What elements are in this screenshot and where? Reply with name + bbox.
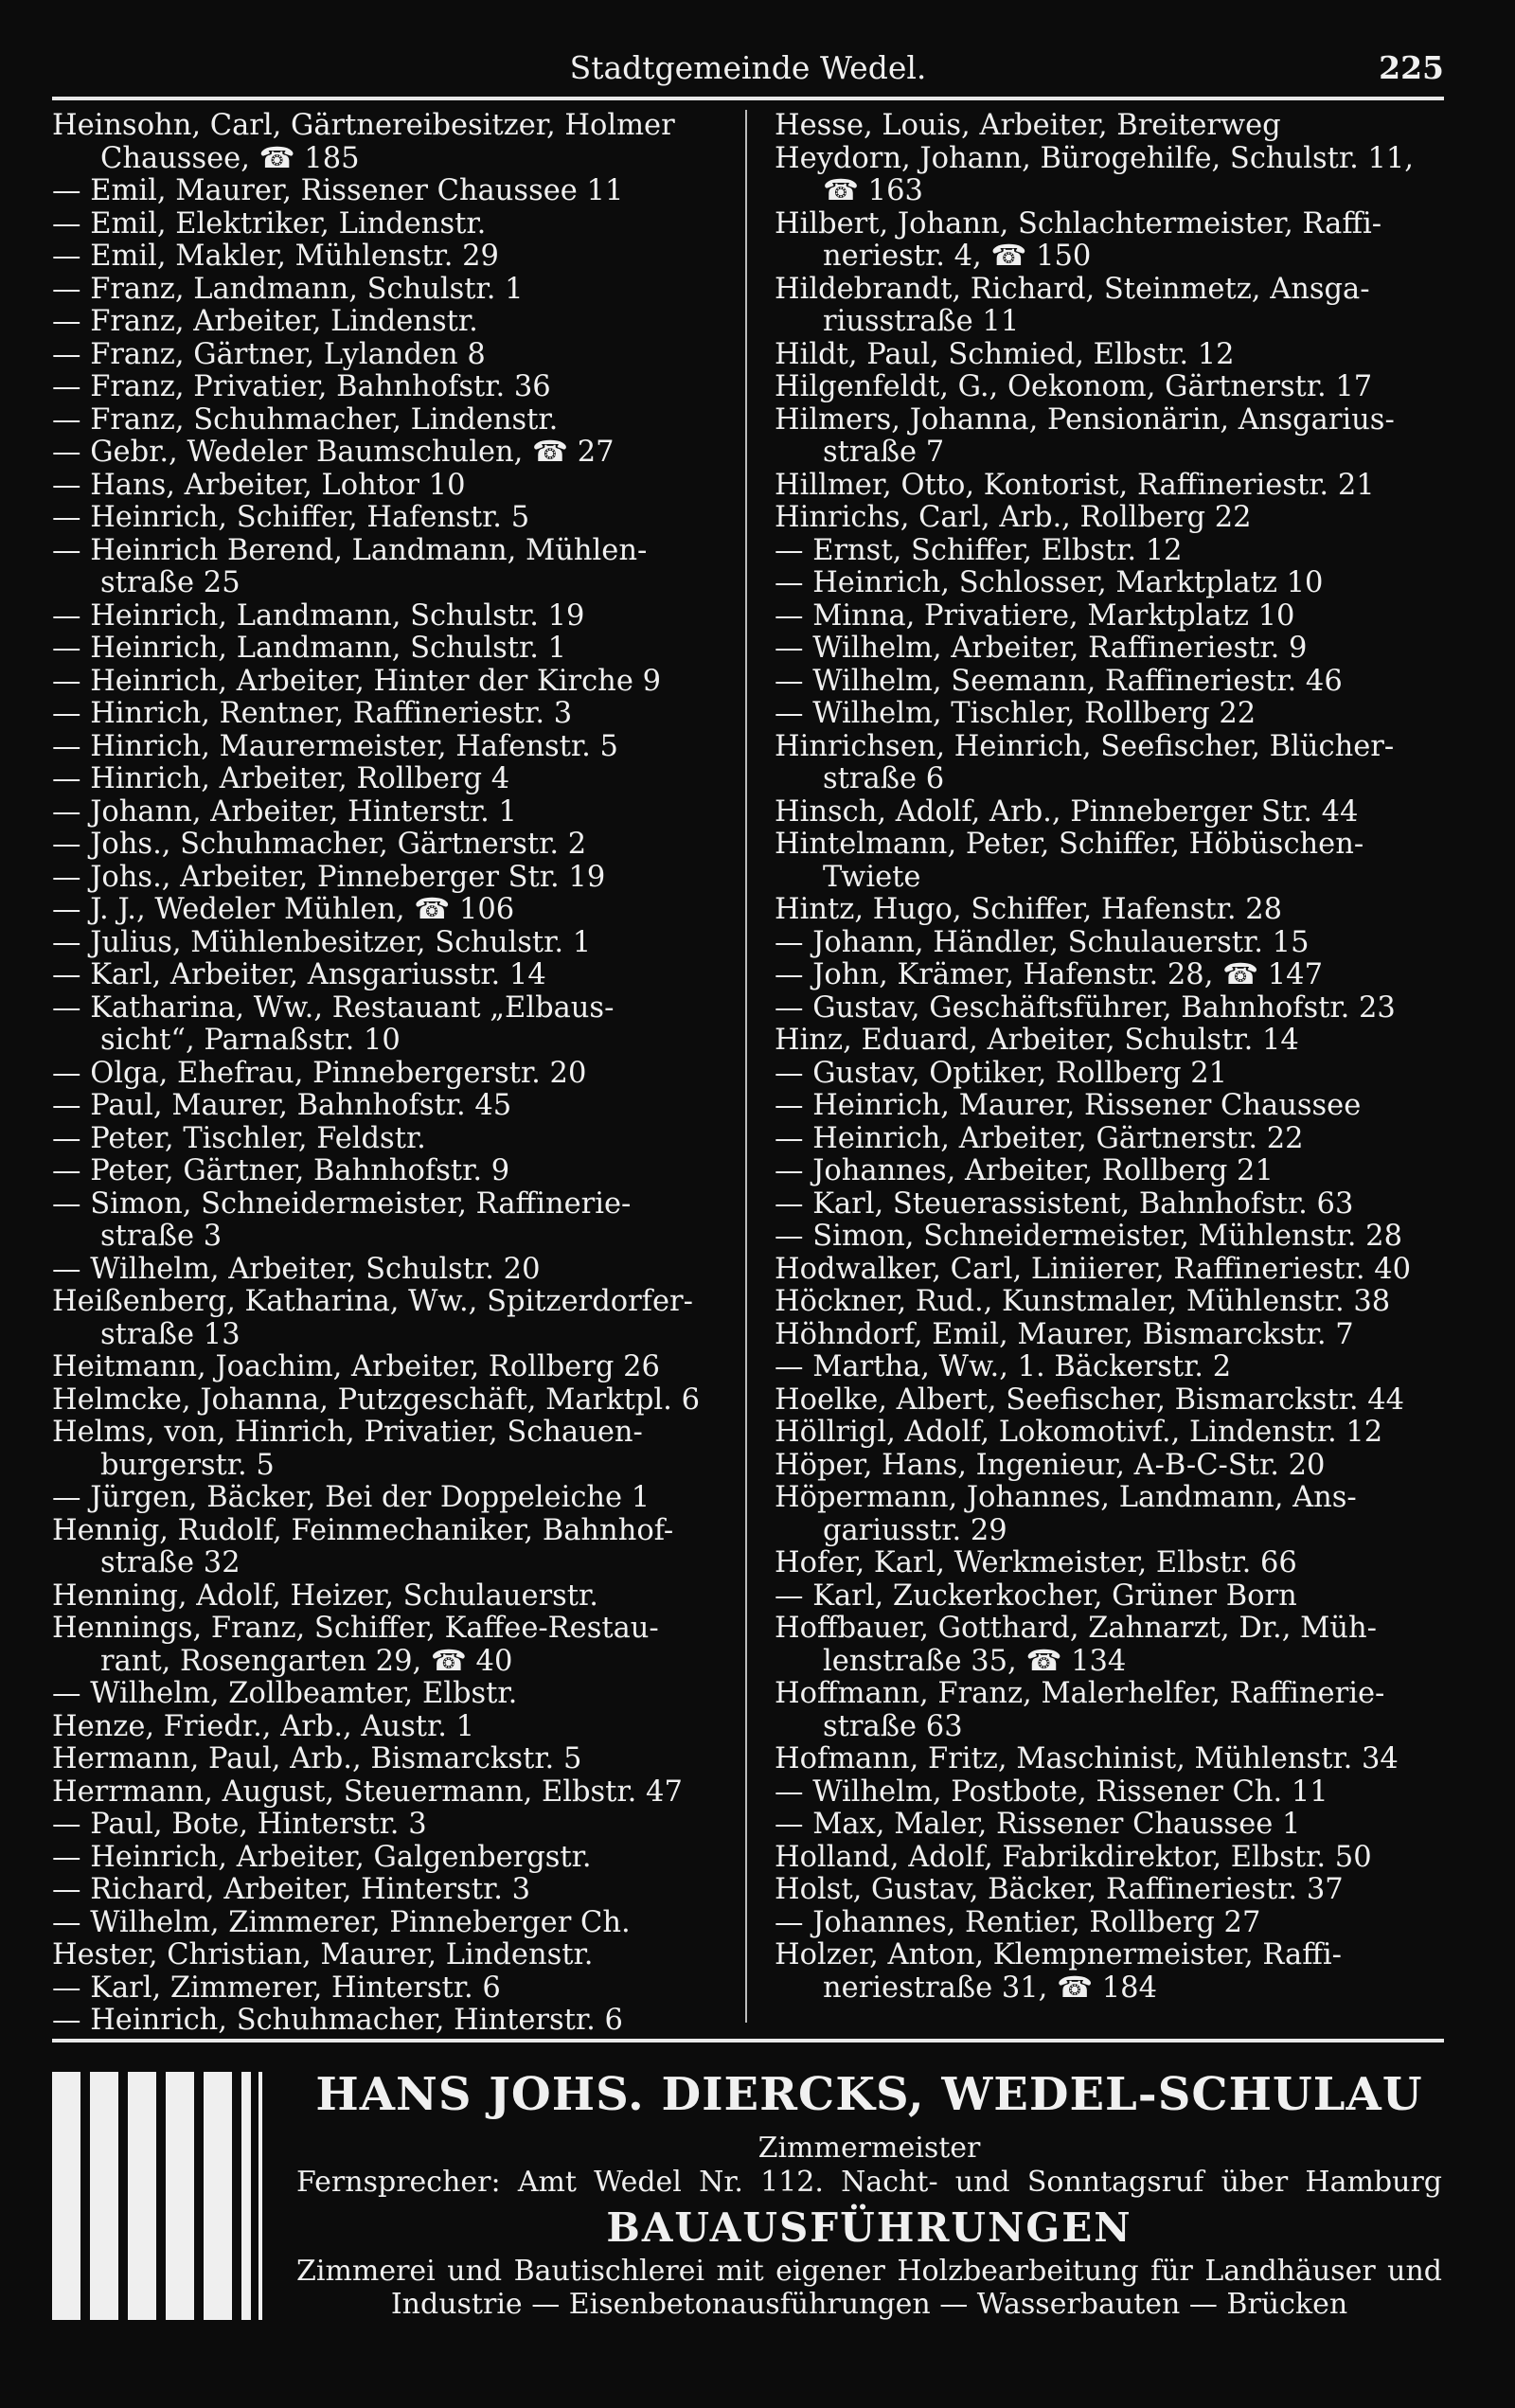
directory-entry	[52, 274, 727, 307]
entry-line: — Emil, Makler, Mühlenstr. 29	[52, 240, 499, 273]
directory-entry	[775, 1319, 1453, 1352]
entry-line: — Julius, Mühlenbesitzer, Schulstr. 1	[52, 925, 592, 959]
entry-line: Henze, Friedr., Arb., Austr. 1	[52, 1709, 475, 1743]
directory-entry	[52, 1188, 727, 1254]
entry-line: — Hinrich, Maurermeister, Hafenstr. 5	[52, 729, 618, 763]
entry-line: — Franz, Gärtner, Lylanden 8	[52, 337, 486, 371]
directory-entry	[52, 1384, 727, 1418]
entry-line: Hoelke, Albert, Seefischer, Bismarckstr. 44	[775, 1382, 1405, 1417]
entry-line: — John, Krämer, Hafenstr. 28, ☎ 147	[775, 958, 1323, 991]
directory-entry	[52, 2005, 727, 2038]
entry-line: Hildebrandt, Richard, Steinmetz, Ansga-	[775, 272, 1370, 306]
directory-entry	[775, 1776, 1453, 1810]
directory-entry	[775, 1188, 1453, 1222]
entry-line: Hintelmann, Peter, Schiffer, Höbüschen-	[775, 828, 1364, 861]
directory-entry	[775, 1155, 1453, 1188]
directory-entry	[775, 959, 1453, 992]
entry-line: Helms, von, Hinrich, Privatier, Schauen-	[52, 1416, 643, 1449]
entry-line: — Johannes, Arbeiter, Rollberg 21	[775, 1154, 1274, 1187]
directory-entry	[775, 567, 1453, 600]
directory-entry	[52, 175, 727, 208]
directory-entry	[52, 1123, 727, 1156]
directory-entry	[775, 666, 1453, 699]
directory-entry	[52, 1939, 727, 1972]
entry-line: — Simon, Schneidermeister, Mühlenstr. 28	[775, 1220, 1402, 1253]
directory-entry	[775, 1417, 1453, 1450]
directory-entry	[52, 1351, 727, 1384]
entry-line: — Karl, Zimmerer, Hinterstr. 6	[52, 1971, 501, 2005]
directory-entry	[52, 992, 727, 1058]
directory-entry	[52, 241, 727, 274]
page-number: 225	[1379, 49, 1444, 86]
directory-entry	[775, 1221, 1453, 1254]
entry-line: — Olga, Ehefrau, Pinnebergerstr. 20	[52, 1056, 587, 1090]
directory-entry	[52, 829, 727, 862]
column-divider	[745, 110, 747, 2023]
directory-entry	[52, 1972, 727, 2006]
ad-trade: Zimmermeister	[758, 2132, 981, 2165]
entry-continuation-line: straße 63	[823, 1709, 963, 1743]
entry-line: Hodwalker, Carl, Liniierer, Raffineriestr. 40	[775, 1252, 1412, 1286]
directory-entry	[52, 371, 727, 404]
entry-line: Hinsch, Adolf, Arb., Pinneberger Str. 44	[775, 794, 1359, 829]
directory-entry	[52, 1090, 727, 1123]
directory-entry	[52, 959, 727, 992]
page-title: Stadtgemeinde Wedel.	[569, 49, 927, 86]
entry-line: Höper, Hans, Ingenieur, A-B-C-Str. 20	[775, 1448, 1326, 1482]
header-rule	[52, 97, 1444, 100]
directory-entry	[775, 1025, 1453, 1058]
directory-entry	[52, 437, 727, 470]
directory-entry	[52, 894, 727, 927]
directory-entry	[775, 1123, 1453, 1156]
entry-line: Holst, Gustav, Bäcker, Raffineriestr. 37	[775, 1873, 1344, 1906]
directory-entry	[775, 894, 1453, 927]
directory-entry	[52, 666, 727, 699]
directory-entry	[52, 404, 727, 437]
entry-line: Hester, Christian, Maurer, Lindenstr.	[52, 1938, 594, 1971]
advertisement	[52, 2064, 1444, 2367]
entry-continuation-line: rant, Rosengarten 29, ☎ 40	[100, 1644, 513, 1678]
directory-entry	[775, 698, 1453, 731]
directory-entry	[775, 143, 1453, 208]
directory-entry	[775, 1939, 1453, 2005]
directory-entry	[775, 1580, 1453, 1614]
entry-line: — Emil, Maurer, Rissener Chaussee 11	[52, 174, 624, 207]
entry-line: — Hinrich, Arbeiter, Rollberg 4	[52, 762, 510, 795]
directory-entry	[52, 306, 727, 339]
directory-entry	[775, 1450, 1453, 1483]
entry-line: — Franz, Schuhmacher, Lindenstr.	[52, 402, 559, 437]
entry-line: — Johs., Schuhmacher, Gärtnerstr. 2	[52, 828, 587, 861]
directory-entry	[52, 1286, 727, 1351]
entry-line: Heißenberg, Katharina, Ww., Spitzerdorfer-	[52, 1285, 693, 1318]
entry-line: Holzer, Anton, Klempnermeister, Raffi-	[775, 1938, 1342, 1971]
directory-entry	[775, 1351, 1453, 1384]
entry-line: — Karl, Zuckerkocher, Grüner Born	[775, 1579, 1297, 1613]
entry-line: — Wilhelm, Zimmerer, Pinneberger Ch.	[52, 1905, 631, 1939]
directory-entry	[775, 110, 1453, 143]
directory-entry	[52, 1907, 727, 1940]
directory-entry	[52, 1809, 727, 1842]
directory-entry	[775, 1286, 1453, 1319]
ad-description-line-2: Industrie — Eisenbetonausführungen — Wasserbauten — Brücken	[390, 2288, 1348, 2321]
directory-entry	[775, 1743, 1453, 1776]
entry-line: Hofmann, Fritz, Maschinist, Mühlenstr. 34	[775, 1742, 1399, 1775]
entry-line: Hermann, Paul, Arb., Bismarckstr. 5	[52, 1742, 582, 1775]
directory-entry	[775, 829, 1453, 894]
entry-line: Höpermann, Johannes, Landmann, Ans-	[775, 1481, 1357, 1514]
ad-heading: BAUAUSFÜHRUNGEN	[606, 2204, 1132, 2251]
directory-entry	[775, 1842, 1453, 1875]
directory-entry	[52, 1613, 727, 1678]
entry-line: — Johann, Arbeiter, Hinterstr. 1	[52, 794, 517, 829]
directory-entry	[52, 470, 727, 503]
entry-line: — Heinrich Berend, Landmann, Mühlen-	[52, 533, 648, 567]
entry-line: Hinrichsen, Heinrich, Seefischer, Blücher-	[775, 729, 1395, 763]
directory-entry	[52, 1515, 727, 1580]
directory-entry	[775, 1384, 1453, 1418]
entry-line: — Hans, Arbeiter, Lohtor 10	[52, 468, 466, 502]
entry-continuation-line: Chaussee, ☎ 185	[100, 141, 360, 175]
directory-entry	[775, 1613, 1453, 1678]
entry-line: Hofer, Karl, Werkmeister, Elbstr. 66	[775, 1546, 1297, 1579]
entry-line: — Heinrich, Maurer, Rissener Chaussee	[775, 1089, 1362, 1122]
entry-line: — Heinrich, Schuhmacher, Hinterstr. 6	[52, 2004, 623, 2037]
entry-line: — Heinrich, Schiffer, Hafenstr. 5	[52, 501, 530, 534]
directory-entry	[52, 1842, 727, 1875]
directory-entry	[775, 796, 1453, 829]
ad-description-line-1: Zimmerei und Bautischlerei mit eigener Holzbearbeitung für Landhäuser und	[296, 2255, 1442, 2288]
directory-entry	[775, 371, 1453, 404]
entry-line: — Ernst, Schiffer, Elbstr. 12	[775, 533, 1183, 567]
directory-entry	[775, 1874, 1453, 1907]
directory-entry	[775, 502, 1453, 535]
entry-line: — Wilhelm, Arbeiter, Raffineriestr. 9	[775, 632, 1308, 665]
directory-entry	[52, 731, 727, 764]
directory-entry	[52, 763, 727, 796]
entry-line: — Heinrich, Landmann, Schulstr. 1	[52, 632, 567, 665]
entry-line: Hesse, Louis, Arbeiter, Breiterweg	[775, 109, 1281, 142]
entry-continuation-line: gariusstr. 29	[823, 1513, 1007, 1547]
entry-line: — Karl, Arbeiter, Ansgariusstr. 14	[52, 958, 546, 991]
entry-line: — Jürgen, Bäcker, Bei der Doppeleiche 1	[52, 1481, 651, 1514]
directory-entry	[52, 633, 727, 666]
entry-line: — Minna, Privatiere, Marktplatz 10	[775, 598, 1295, 633]
directory-entry	[775, 1482, 1453, 1547]
entry-line: — Peter, Gärtner, Bahnhofstr. 9	[52, 1154, 510, 1187]
entry-line: Hilbert, Johann, Schlachtermeister, Raffi-	[775, 206, 1382, 241]
directory-entry	[775, 1254, 1453, 1287]
entry-line: Höllrigl, Adolf, Lokomotivf., Lindenstr. 12	[775, 1416, 1383, 1449]
directory-entry	[52, 110, 727, 175]
directory-entry	[775, 274, 1453, 339]
directory-entry	[775, 1090, 1453, 1123]
entry-continuation-line: burgerstr. 5	[100, 1448, 275, 1482]
entry-line: Helmcke, Johanna, Putzgeschäft, Marktpl. 6	[52, 1382, 700, 1417]
directory-entry	[52, 1711, 727, 1744]
directory-entry	[775, 992, 1453, 1026]
entry-line: Hennings, Franz, Schiffer, Kaffee-Restau-	[52, 1612, 659, 1645]
entry-line: — Richard, Arbeiter, Hinterstr. 3	[52, 1873, 530, 1906]
entry-line: Höhndorf, Emil, Maurer, Bismarckstr. 7	[775, 1317, 1354, 1351]
entry-line: — Wilhelm, Tischler, Rollberg 22	[775, 697, 1257, 730]
directory-entry	[775, 927, 1453, 960]
entry-line: — Johannes, Rentier, Rollberg 27	[775, 1905, 1261, 1939]
logo-bars	[52, 2072, 268, 2320]
directory-entry	[775, 1547, 1453, 1580]
entry-line: — Karl, Steuerassistent, Bahnhofstr. 63	[775, 1186, 1354, 1221]
entry-continuation-line: straße 13	[100, 1317, 241, 1351]
entry-line: — Simon, Schneidermeister, Raffinerie-	[52, 1186, 632, 1221]
entry-line: — Max, Maler, Rissener Chaussee 1	[775, 1808, 1301, 1841]
entry-continuation-line: neriestr. 4, ☎ 150	[823, 240, 1092, 273]
directory-entry	[52, 1776, 727, 1810]
entry-line: — Peter, Tischler, Feldstr.	[52, 1121, 426, 1155]
ad-firm-name: HANS JOHS. DIERCKS, WEDEL-SCHULAU	[315, 2068, 1423, 2121]
entry-line: — Johann, Händler, Schulauerstr. 15	[775, 925, 1310, 959]
entry-line: Hoffmann, Franz, Malerhelfer, Raffinerie-	[775, 1677, 1385, 1710]
entry-line: — Wilhelm, Postbote, Rissener Ch. 11	[775, 1775, 1328, 1809]
entry-continuation-line: straße 3	[100, 1220, 223, 1253]
entry-continuation-line: straße 32	[100, 1546, 241, 1579]
entry-line: Heydorn, Johann, Bürogehilfe, Schulstr. 11,	[775, 141, 1414, 175]
entry-line: — Heinrich, Landmann, Schulstr. 19	[52, 598, 585, 633]
directory-entry	[52, 927, 727, 960]
entry-line: Hintz, Hugo, Schiffer, Hafenstr. 28	[775, 893, 1283, 926]
directory-entry	[775, 339, 1453, 372]
directory-entry	[52, 1155, 727, 1188]
ad-phone-line: Fernsprecher: Amt Wedel Nr. 112. Nacht- und Sonntagsruf über Hamburg	[296, 2166, 1442, 2199]
directory-entry	[775, 1678, 1453, 1743]
entry-line: Herrmann, August, Steuermann, Elbstr. 47	[52, 1775, 683, 1809]
directory-entry	[775, 208, 1453, 274]
entry-line: — Wilhelm, Zollbeamter, Elbstr.	[52, 1677, 518, 1710]
page-header	[52, 45, 1444, 95]
directory-entry	[52, 339, 727, 372]
entry-line: Hinrichs, Carl, Arb., Rollberg 22	[775, 501, 1252, 534]
entry-line: — Franz, Landmann, Schulstr. 1	[52, 272, 524, 306]
entry-line: Hinz, Eduard, Arbeiter, Schulstr. 14	[775, 1024, 1299, 1057]
entry-line: — Gebr., Wedeler Baumschulen, ☎ 27	[52, 436, 615, 469]
entry-line: Hildt, Paul, Schmied, Elbstr. 12	[775, 337, 1235, 371]
entry-line: Henning, Adolf, Heizer, Schulauerstr.	[52, 1579, 598, 1613]
entry-line: — Wilhelm, Arbeiter, Schulstr. 20	[52, 1252, 541, 1286]
entry-continuation-line: Twiete	[823, 860, 921, 894]
directory-entry	[52, 862, 727, 895]
entry-line: — Franz, Privatier, Bahnhofstr. 36	[52, 370, 551, 403]
entry-line: Heitmann, Joachim, Arbeiter, Rollberg 26	[52, 1350, 660, 1383]
directory-entry	[775, 1058, 1453, 1091]
entry-line: — Hinrich, Rentner, Raffineriestr. 3	[52, 697, 573, 730]
entry-line: — Katharina, Ww., Restauant „Elbaus-	[52, 990, 615, 1025]
entry-line: Hilmers, Johanna, Pensionärin, Ansgarius-	[775, 402, 1395, 437]
entry-line: Hillmer, Otto, Kontorist, Raffineriestr. 21	[775, 468, 1375, 502]
directory-entry	[52, 1482, 727, 1515]
entry-continuation-line: straße 25	[100, 566, 241, 599]
entry-line: Heinsohn, Carl, Gärtnereibesitzer, Holmer	[52, 109, 675, 142]
entry-line: — Wilhelm, Seemann, Raffineriestr. 46	[775, 664, 1343, 698]
entry-line: — J. J., Wedeler Mühlen, ☎ 106	[52, 893, 515, 926]
directory-entry	[775, 535, 1453, 568]
directory-entry	[775, 731, 1453, 796]
entry-line: — Heinrich, Arbeiter, Hinter der Kirche 9	[52, 664, 661, 698]
entry-continuation-line: sicht“, Parnaßstr. 10	[100, 1024, 401, 1057]
entry-line: Hoffbauer, Gotthard, Zahnarzt, Dr., Müh-	[775, 1612, 1377, 1645]
entry-line: — Gustav, Geschäftsführer, Bahnhofstr. 23	[775, 990, 1396, 1025]
directory-entry	[775, 470, 1453, 503]
entry-line: — Heinrich, Arbeiter, Galgenbergstr.	[52, 1840, 592, 1874]
left-column	[52, 110, 727, 2038]
entry-continuation-line: ☎ 163	[823, 174, 923, 207]
entry-line: — Paul, Bote, Hinterstr. 3	[52, 1808, 427, 1841]
entry-continuation-line: neriestraße 31, ☎ 184	[823, 1971, 1157, 2005]
advertisement-rule	[52, 2039, 1444, 2042]
directory-entry	[52, 1254, 727, 1287]
entry-line: — Heinrich, Schlosser, Marktplatz 10	[775, 566, 1324, 599]
entry-line: — Gustav, Optiker, Rollberg 21	[775, 1056, 1228, 1090]
entry-line: — Emil, Elektriker, Lindenstr.	[52, 206, 487, 241]
directory-entry	[775, 633, 1453, 666]
entry-continuation-line: riusstraße 11	[823, 305, 1020, 338]
entry-line: Höckner, Rud., Kunstmaler, Mühlenstr. 38	[775, 1285, 1391, 1318]
entry-line: — Paul, Maurer, Bahnhofstr. 45	[52, 1089, 512, 1122]
entry-line: Hilgenfeldt, G., Oekonom, Gärtnerstr. 17	[775, 370, 1373, 403]
directory-entry	[52, 208, 727, 241]
entry-continuation-line: lenstraße 35, ☎ 134	[823, 1644, 1127, 1678]
directory-entry	[52, 1058, 727, 1091]
directory-entry	[52, 1678, 727, 1711]
directory-entry	[52, 796, 727, 829]
directory-entry	[52, 600, 727, 633]
entry-continuation-line: straße 7	[823, 436, 945, 469]
directory-entry	[52, 698, 727, 731]
entry-line: — Heinrich, Arbeiter, Gärtnerstr. 22	[775, 1121, 1304, 1155]
entry-continuation-line: straße 6	[823, 762, 945, 795]
directory-entry	[775, 1809, 1453, 1842]
entry-line: — Johs., Arbeiter, Pinneberger Str. 19	[52, 860, 606, 894]
directory-entry	[52, 1743, 727, 1776]
entry-line: Holland, Adolf, Fabrikdirektor, Elbstr. 50	[775, 1840, 1372, 1874]
entry-line: — Martha, Ww., 1. Bäckerstr. 2	[775, 1350, 1232, 1383]
entry-line: Hennig, Rudolf, Feinmechaniker, Bahnhof-	[52, 1513, 674, 1547]
entry-line: — Franz, Arbeiter, Lindenstr.	[52, 305, 478, 338]
directory-entry	[52, 502, 727, 535]
directory-entry	[52, 535, 727, 600]
directory-entry	[775, 1907, 1453, 1940]
directory-entry	[52, 1417, 727, 1482]
right-column	[775, 110, 1453, 2005]
directory-entry	[775, 404, 1453, 470]
directory-entry	[775, 600, 1453, 633]
directory-entry	[52, 1874, 727, 1907]
directory-entry	[52, 1580, 727, 1614]
